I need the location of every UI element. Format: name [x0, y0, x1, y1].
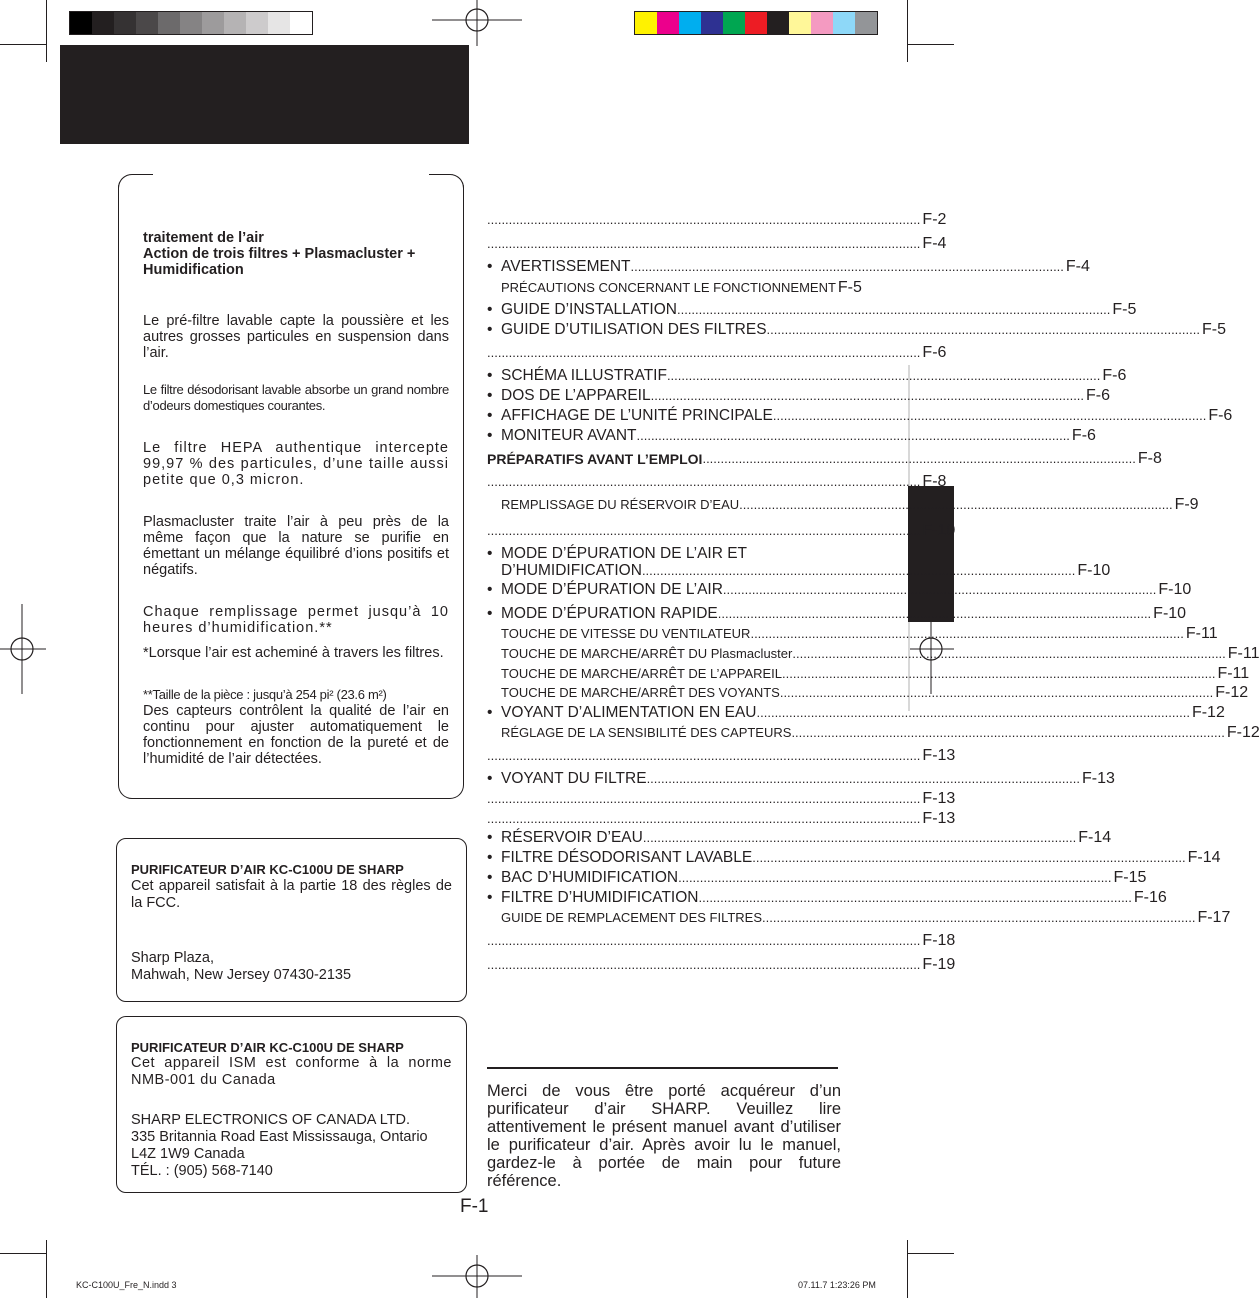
toc-leader-dots: ........................................................................................................................	[772, 408, 1207, 423]
toc-leader-dots: ........................................................................................................................	[636, 428, 1070, 443]
bullet: •	[487, 889, 493, 906]
toc-item[interactable]	[487, 723, 1260, 743]
toc-page-number: F-4	[1065, 258, 1090, 275]
toc-item-label: GUIDE D’INSTALLATION	[501, 301, 677, 318]
color-swatch	[657, 12, 679, 34]
crop-mark	[908, 1253, 954, 1254]
toc-item-label: FILTRE DÉSODORISANT LAVABLE	[501, 849, 753, 866]
toc-page-number: F-5	[837, 279, 862, 296]
toc-item-label: FILTRE D’HUMIDIFICATION	[501, 889, 699, 906]
canada-address: TÉL. : (905) 568-7140	[131, 1163, 273, 1179]
bullet: •	[487, 704, 493, 721]
toc-page-number: F-14	[1187, 849, 1221, 866]
features-heading-line: traitement de l’air	[143, 230, 264, 246]
toc-item-label: GUIDE DE REMPLACEMENT DES FILTRES	[501, 910, 763, 925]
bullet: •	[487, 321, 493, 338]
fcc-address: Sharp Plaza,	[131, 950, 215, 966]
color-swatch	[635, 12, 657, 34]
toc-page-number: F-13	[922, 747, 956, 764]
bullet: •	[487, 605, 493, 622]
registration-mark-icon	[432, 1255, 522, 1298]
page-number: F-1	[460, 1196, 489, 1217]
toc-leader-dots: ........................................................................................................................	[487, 748, 921, 763]
footer-filename: KC-C100U_Fre_N.indd 3	[76, 1280, 177, 1290]
toc-leader-dots: ........................................................................................................................	[666, 368, 1101, 383]
crop-mark	[907, 1240, 908, 1298]
toc-item[interactable]	[487, 320, 1226, 340]
toc-item-label: TOUCHE DE MARCHE/ARRÊT DU Plasmacluster	[501, 646, 793, 661]
toc-item[interactable]	[487, 366, 1127, 386]
toc-item[interactable]	[487, 931, 956, 951]
toc-item[interactable]	[487, 908, 1231, 928]
toc-page-number: F-5	[1112, 301, 1137, 318]
toc-item[interactable]	[487, 664, 1250, 684]
toc-leader-dots: ........................................................................................................................	[752, 850, 1186, 865]
toc-leader-dots: ........................................................................................................................	[487, 933, 921, 948]
footer-timestamp: 07.11.7 1:23:26 PM	[798, 1280, 876, 1290]
toc-leader-dots: ........................................................................................................................	[792, 646, 1226, 661]
toc-page-number: F-4	[922, 235, 947, 252]
bullet: •	[487, 849, 493, 866]
crop-mark	[46, 1240, 47, 1298]
toc-leader-dots: ........................................................................................................................	[650, 388, 1085, 403]
toc-item[interactable]	[487, 495, 1199, 515]
toc-page-number: F-8	[1137, 450, 1162, 467]
toc-item[interactable]	[487, 234, 947, 254]
toc-leader-dots: ........................................................................................................................	[779, 685, 1214, 700]
toc-page-number: F-12	[1215, 684, 1249, 701]
toc-page-number: F-12	[1226, 724, 1260, 741]
color-swatch	[811, 12, 833, 34]
toc-leader-dots: ........................................................................................................................	[487, 791, 921, 806]
color-swatch	[202, 12, 224, 34]
toc-page-number: F-16	[1133, 889, 1167, 906]
toc-leader-dots: ........................................................................................................................	[487, 811, 921, 826]
feature-prefilter: Le pré-filtre lavable capte la poussière et les autres grosses particules en suspension dans l’air.	[143, 313, 449, 361]
toc-leader-dots: ........................................................................................................................	[487, 474, 921, 489]
toc-item[interactable]	[487, 683, 1249, 703]
toc-page-number: F-13	[922, 810, 956, 827]
toc-item[interactable]	[487, 426, 1096, 446]
feature-sensors	[143, 687, 449, 767]
toc-leader-dots: ........................................................................................................................	[762, 910, 1196, 925]
sensors-text: Des capteurs contrôlent la qualité de l’air en continu pour ajuster automatiquement le fonctionnement en fonction de la pureté et de l’humidité de l’air détectées.	[143, 703, 449, 767]
toc-page-number: F-10	[922, 522, 956, 539]
crop-mark	[46, 0, 47, 62]
color-swatch	[246, 12, 268, 34]
intro-rule	[487, 1067, 838, 1069]
toc-item-label: RÉSERVOIR D’EAU	[501, 829, 643, 846]
header-band	[60, 45, 469, 144]
toc-item[interactable]	[487, 472, 947, 492]
color-swatch	[268, 12, 290, 34]
color-swatch	[158, 12, 180, 34]
features-heading-line: Action de trois filtres + Plasmacluster + Humidification	[143, 246, 416, 278]
toc-leader-dots: ........................................................................................................................	[487, 236, 921, 251]
toc-item[interactable]	[487, 746, 956, 766]
bullet: •	[487, 581, 493, 598]
crop-mark	[907, 0, 908, 62]
room-size-note: **Taille de la pièce : jusqu’à 254 pi² (23.6 m²)	[143, 687, 387, 702]
toc-item-label: AFFICHAGE DE L’UNITÉ PRINCIPALE	[501, 407, 773, 424]
gray-calibration-strip	[69, 11, 313, 35]
toc-leader-dots: ........................................................................................................................	[782, 666, 1216, 681]
color-swatch	[745, 12, 767, 34]
toc-item-label: MONITEUR AVANT	[501, 427, 637, 444]
toc-leader-dots: ........................................................................................................................	[487, 345, 921, 360]
bullet: •	[487, 367, 493, 384]
color-swatch	[114, 12, 136, 34]
color-swatch	[70, 12, 92, 34]
toc-leader-dots: ........................................................................................................................	[678, 870, 1112, 885]
crop-mark	[0, 44, 46, 45]
fcc-address: Mahwah, New Jersey 07430-2135	[131, 967, 352, 983]
toc-page-number: F-14	[1078, 829, 1112, 846]
features-box-corner	[429, 174, 464, 189]
toc-page-number: F-19	[922, 956, 956, 973]
toc-leader-dots: ........................................................................................................................	[487, 212, 921, 227]
bullet: •	[487, 545, 493, 562]
canada-box	[116, 1016, 467, 1193]
toc-item[interactable]	[487, 300, 1137, 320]
toc-item[interactable]	[487, 624, 1218, 644]
bullet: •	[487, 387, 493, 404]
color-swatch	[180, 12, 202, 34]
toc-page-number: F-5	[1201, 321, 1226, 338]
toc-page-number: F-6	[1208, 407, 1233, 424]
toc-page-number: F-11	[1227, 645, 1260, 662]
toc-item[interactable]	[487, 521, 956, 541]
color-swatch	[136, 12, 158, 34]
toc-page-number: F-2	[922, 211, 947, 228]
registration-mark-icon	[432, 0, 522, 46]
color-swatch	[855, 12, 877, 34]
toc-page-number: F-6	[1102, 367, 1127, 384]
toc-leader-dots: ........................................................................................................................	[646, 771, 1080, 786]
toc-leader-dots: ........................................................................................................................	[791, 725, 1225, 740]
toc-leader-dots: ........................................................................................................................	[756, 705, 1190, 720]
toc-leader-dots: ........................................................................................................................	[750, 626, 1184, 641]
toc-leader-dots: ........................................................................................................................	[630, 259, 1064, 274]
toc-page-number: F-12	[1191, 704, 1225, 721]
toc-item[interactable]	[487, 955, 956, 975]
color-swatch	[290, 12, 312, 34]
toc-page-number: F-10	[1158, 581, 1192, 598]
feature-humidification: Chaque remplissage permet jusqu’à 10 heures d’humidification.**	[143, 604, 449, 636]
toc-page-number: F-8	[922, 473, 947, 490]
toc-page-number: F-9	[1174, 496, 1199, 513]
feature-footnote: *Lorsque l’air est acheminé à travers les filtres.	[143, 645, 444, 661]
feature-hepa: Le filtre HEPA authentique intercepte 99,97 % des particules, d’une taille aussi petite que 0,3 micron.	[143, 440, 449, 488]
toc-item[interactable]	[487, 888, 1167, 908]
toc-item[interactable]	[487, 868, 1147, 888]
toc-page-number: F-13	[1081, 770, 1115, 787]
toc-item[interactable]	[487, 828, 1112, 848]
features-box-corner	[118, 174, 153, 189]
toc-page-number: F-11	[1217, 665, 1250, 682]
toc-leader-dots: ........................................................................................................................	[722, 582, 1157, 597]
canada-address: SHARP ELECTRONICS OF CANADA LTD.	[131, 1112, 411, 1128]
toc-leader-dots: ........................................................................................................................	[702, 451, 1136, 466]
toc-leader-dots: ........................................................................................................................	[766, 322, 1200, 337]
toc-item[interactable]	[487, 789, 956, 809]
canada-title: PURIFICATEUR D’AIR KC-C100U DE SHARP	[131, 1040, 404, 1055]
toc-page-number: F-18	[922, 932, 956, 949]
color-swatch	[224, 12, 246, 34]
color-swatch	[679, 12, 701, 34]
features-heading	[143, 230, 449, 278]
toc-item-label: SCHÉMA ILLUSTRATIF	[501, 367, 667, 384]
color-calibration-strip	[634, 11, 878, 35]
canada-address: 335 Britannia Road East Mississauga, Ontario	[131, 1129, 428, 1145]
intro-text: Merci de vous être porté acquéreur d’un purificateur d’air SHARP. Veuillez lire attentivement le présent manuel avant d’utiliser le purificateur d’air. Après avoir lu le manuel, gardez-le à portée de main pour future référence.	[487, 1082, 841, 1190]
color-swatch	[723, 12, 745, 34]
toc-item-label: GUIDE D’UTILISATION DES FILTRES	[501, 321, 767, 338]
color-swatch	[833, 12, 855, 34]
toc-item[interactable]	[487, 604, 1187, 624]
toc-item-label: MODE D’ÉPURATION DE L’AIR ET	[501, 545, 748, 562]
toc-item[interactable]	[487, 343, 947, 363]
toc-item[interactable]	[487, 848, 1221, 868]
toc-page-number: F-13	[922, 790, 956, 807]
toc-page-number: F-11	[1185, 625, 1218, 642]
toc-item-label: AVERTISSEMENT	[501, 258, 631, 275]
feature-plasmacluster: Plasmacluster traite l’air à peu près de la même façon que la nature se purifie en émettant un mélange équilibré d’ions positifs et négatifs.	[143, 514, 449, 578]
toc-item-label: RÉGLAGE DE LA SENSIBILITÉ DES CAPTEURS	[501, 725, 792, 740]
toc-item-label: VOYANT DU FILTRE	[501, 770, 647, 787]
toc-leader-dots: ........................................................................................................................	[717, 606, 1152, 621]
crop-mark	[0, 1253, 46, 1254]
toc-page-number: F-10	[1077, 562, 1111, 579]
toc-leader-dots: ........................................................................................................................	[487, 523, 921, 538]
toc-item-label: PRÉCAUTIONS CONCERNANT LE FONCTIONNEMENT	[501, 280, 836, 295]
bullet: •	[487, 258, 493, 275]
toc-item[interactable]	[487, 809, 956, 829]
toc-item-label: TOUCHE DE MARCHE/ARRÊT DE L’APPAREIL	[501, 666, 783, 681]
canada-address: L4Z 1W9 Canada	[131, 1146, 245, 1162]
toc-leader-dots: ........................................................................................................................	[676, 302, 1111, 317]
fcc-title: PURIFICATEUR D’AIR KC-C100U DE SHARP	[131, 862, 404, 877]
color-swatch	[92, 12, 114, 34]
toc-item-label: DOS DE L’APPAREIL	[501, 387, 651, 404]
toc-item[interactable]	[487, 386, 1111, 406]
toc-leader-dots: ........................................................................................................................	[487, 957, 921, 972]
color-swatch	[767, 12, 789, 34]
feature-deodorizing: Le filtre désodorisant lavable absorbe un grand nombre d’odeurs domestiques courantes.	[143, 382, 449, 413]
toc-item[interactable]	[487, 769, 1115, 789]
toc-page-number: F-15	[1113, 869, 1147, 886]
bullet: •	[487, 427, 493, 444]
toc-item-label: MODE D’ÉPURATION DE L’AIR	[501, 581, 723, 598]
toc-page-number: F-6	[922, 344, 947, 361]
toc-item[interactable]	[487, 580, 1192, 600]
toc-item-label: D’HUMIDIFICATION	[501, 562, 642, 579]
toc-item[interactable]	[487, 406, 1233, 426]
color-swatch	[789, 12, 811, 34]
color-swatch	[701, 12, 723, 34]
toc-item-label: MODE D’ÉPURATION RAPIDE	[501, 605, 718, 622]
toc-page-number: F-10	[1153, 605, 1187, 622]
bullet: •	[487, 301, 493, 318]
crop-mark	[908, 44, 954, 45]
toc-page-number: F-6	[1071, 427, 1096, 444]
toc-leader-dots: ........................................................................................................................	[739, 497, 1173, 512]
toc-leader-dots: ........................................................................................................................	[641, 563, 1076, 578]
toc-item[interactable]	[487, 644, 1260, 664]
toc-item[interactable]	[487, 449, 1162, 469]
toc-item[interactable]	[487, 257, 1090, 277]
toc-item-label: TOUCHE DE VITESSE DU VENTILATEUR	[501, 626, 751, 641]
toc-item-label: REMPLISSAGE DU RÉSERVOIR D’EAU	[501, 497, 740, 512]
registration-mark-icon	[0, 604, 46, 694]
bullet: •	[487, 407, 493, 424]
bullet: •	[487, 829, 493, 846]
toc-item[interactable]	[487, 703, 1225, 723]
fcc-text: Cet appareil satisfait à la partie 18 des règles de la FCC.	[131, 878, 452, 911]
toc-item-label: BAC D’HUMIDIFICATION	[501, 869, 679, 886]
toc-item-label: VOYANT D’ALIMENTATION EN EAU	[501, 704, 757, 721]
bullet: •	[487, 770, 493, 787]
toc-page-number: F-17	[1197, 909, 1231, 926]
canada-text: Cet appareil ISM est conforme à la norme NMB-001 du Canada	[131, 1055, 452, 1088]
toc-item[interactable]	[487, 210, 947, 230]
toc-item[interactable]	[487, 278, 862, 298]
toc-leader-dots: ........................................................................................................................	[698, 890, 1132, 905]
fcc-box	[116, 838, 467, 1002]
toc-leader-dots: ........................................................................................................................	[642, 830, 1077, 845]
bullet: •	[487, 869, 493, 886]
toc-item-label: TOUCHE DE MARCHE/ARRÊT DES VOYANTS	[501, 685, 780, 700]
toc-page-number: F-6	[1086, 387, 1111, 404]
toc-item-label: PRÉPARATIFS AVANT L’EMPLOI	[487, 451, 703, 467]
toc-item[interactable]	[487, 561, 1111, 581]
